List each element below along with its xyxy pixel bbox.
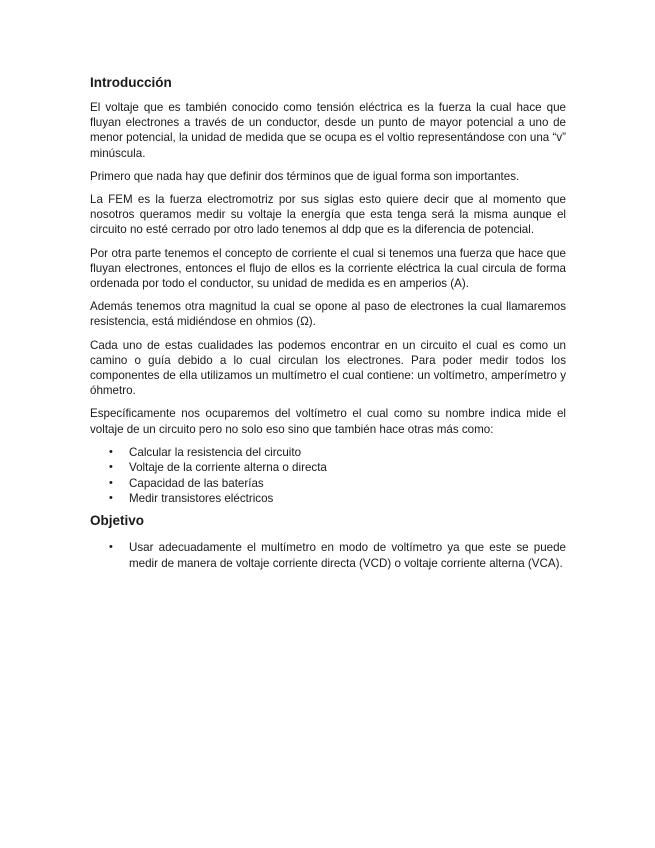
paragraph-voltmeter: Específicamente nos ocuparemos del voltímetro el cual como su nombre indica mide el voltaje de un circuito pero no solo eso sino que también hace otras más como: bbox=[90, 407, 566, 436]
list-item-text: Calcular la resistencia del circuito bbox=[129, 445, 302, 459]
list-item bbox=[90, 445, 566, 460]
list-item bbox=[90, 460, 566, 475]
bullet-icon: • bbox=[109, 541, 113, 554]
list-item-text: Usar adecuadamente el multímetro en modo de voltímetro ya que este se puede medir de manera de voltaje corriente directa (VCD) o voltaje corriente alterna (VCA). bbox=[129, 541, 566, 570]
paragraph-fem: La FEM es la fuerza electromotriz por sus siglas esto quiere decir que al momento que nosotros queramos medir su voltaje la energía que esta tenga será la misma aunque el circuito no esté cerrado por otro lado tenemos al ddp que es la diferencia de potencial. bbox=[90, 193, 566, 237]
intro-bullet-list bbox=[90, 445, 566, 507]
list-item bbox=[90, 491, 566, 506]
paragraph-circuit: Cada uno de estas cualidades las podemos encontrar en un circuito el cual es como un camino o guía debido a lo cual circulan los electrones. Para poder medir todos los componentes de ella utilizamos un multímetro el cual contiene: un voltímetro, amperímetro y óhmetro. bbox=[90, 338, 566, 398]
document-page bbox=[90, 74, 566, 577]
bullet-icon: • bbox=[109, 445, 113, 458]
objective-heading: Objetivo bbox=[90, 513, 145, 529]
bullet-icon: • bbox=[109, 492, 113, 505]
objective-bullet-list bbox=[90, 540, 566, 571]
list-item bbox=[90, 476, 566, 491]
list-item-text: Medir transistores eléctricos bbox=[129, 492, 274, 506]
paragraph-voltage-definition: El voltaje que es también conocido como tensión eléctrica es la fuerza la cual hace que fluyan electrones a través de un conductor, desde un punto de mayor potencial a uno de menor potencial, la unidad de medida que se ocupa es el voltio representándose con una “v” minúscula. bbox=[90, 101, 566, 160]
bullet-icon: • bbox=[109, 476, 113, 489]
list-item bbox=[90, 540, 566, 571]
paragraph-resistance: Además tenemos otra magnitud la cual se opone al paso de electrones la cual llamaremos resistencia, está midiéndose en ohmios (Ω). bbox=[90, 300, 566, 329]
paragraph-current: Por otra parte tenemos el concepto de corriente el cual si tenemos una fuerza que hace que fluyan electrones, entonces el flujo de ellos es la corriente eléctrica la cual circula de forma ordenada por todo el conductor, su unidad de medida es en amperios (A). bbox=[90, 246, 566, 291]
list-item-text: Voltaje de la corriente alterna o directa bbox=[129, 461, 327, 475]
intro-heading: Introducción bbox=[90, 75, 172, 90]
bullet-icon: • bbox=[109, 461, 113, 474]
paragraph-two-terms: Primero que nada hay que definir dos términos que de igual forma son importantes. bbox=[90, 169, 520, 183]
list-item-text: Capacidad de las baterías bbox=[129, 476, 264, 490]
